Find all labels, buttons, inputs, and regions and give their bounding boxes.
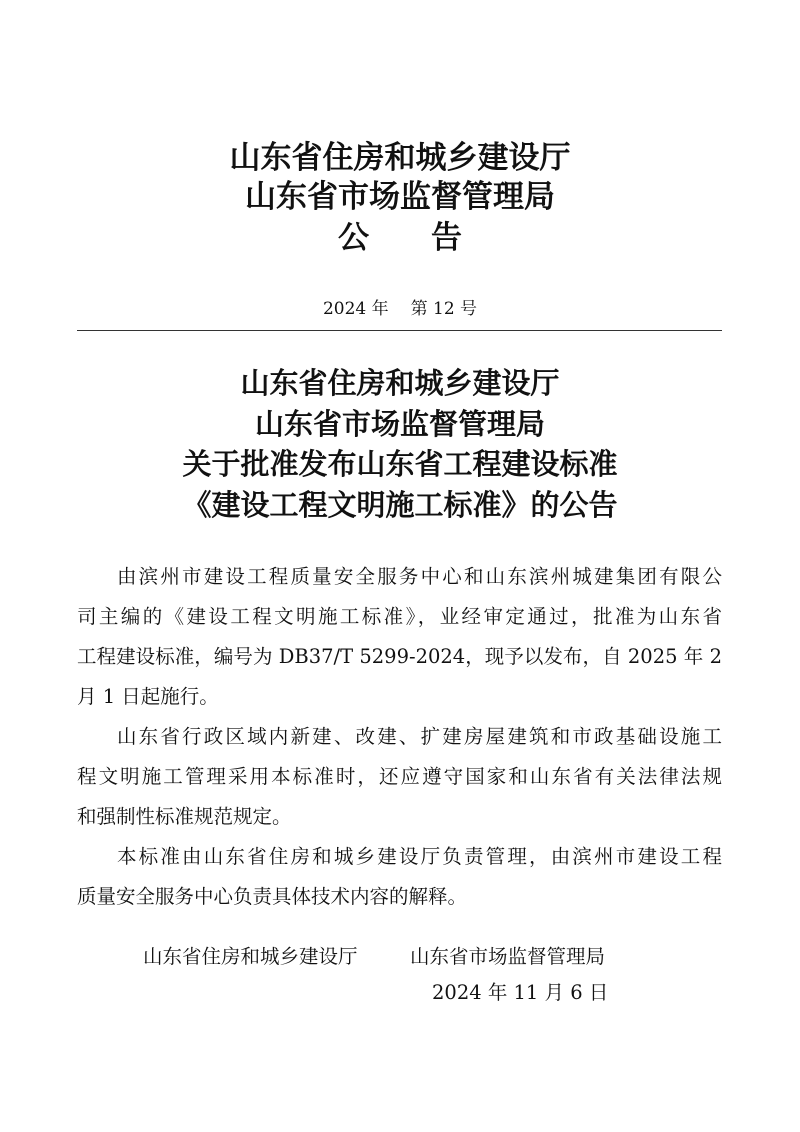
paragraph-3 (77, 837, 722, 917)
signature-issuer-2: 山东省市场监督管理局 (410, 945, 606, 968)
text-line: 由滨州市建设工程质量安全服务中心和山东滨州城建集团有限公 (117, 565, 722, 588)
doc-type-char-2: 告 (431, 220, 462, 256)
signature-issuer-1: 山东省住房和城乡建设厅 (143, 945, 358, 968)
issuer-heading-1: 山东省住房和城乡建设厅 (229, 140, 571, 176)
text-line: 司主编的《建设工程文明施工标准》，业经审定通过，批准为山东省 (77, 605, 722, 628)
title-line: 山东省住房和城乡建设厅 (240, 366, 560, 400)
doc-number (0, 298, 800, 320)
announcement-title (0, 363, 800, 525)
doc-serial: 第 12 号 (410, 299, 478, 319)
signature-date: 2024 年 11 月 6 日 (432, 981, 609, 1004)
text-line: 程文明施工管理采用本标准时，还应遵守国家和山东省有关法律法规 (77, 765, 722, 788)
text-line: 和强制性标准规范规定。 (77, 805, 292, 828)
paragraph-2 (77, 717, 722, 837)
text-line: 质量安全服务中心负责具体技术内容的解释。 (77, 885, 468, 908)
title-line: 关于批准发布山东省工程建设标准 (182, 447, 618, 481)
announcement-body (77, 557, 722, 917)
doc-type-heading (0, 218, 800, 258)
text-line: 月 1 日起施行。 (77, 685, 219, 708)
text-line: 本标准由山东省住房和城乡建设厅负责管理，由滨州市建设工程 (117, 845, 722, 868)
doc-type-char-1: 公 (338, 220, 369, 256)
issuer-heading-2: 山东省市场监督管理局 (245, 179, 555, 215)
header-divider (77, 330, 722, 331)
title-line: 《建设工程文明施工标准》的公告 (182, 487, 618, 522)
paragraph-1 (77, 557, 722, 717)
doc-year: 2024 年 (322, 299, 389, 319)
title-line: 山东省市场监督管理局 (254, 406, 545, 441)
text-line: 工程建设标准，编号为 DB37/T 5299-2024，现予以发布，自 2025 年 2 (77, 645, 722, 668)
text-line: 山东省行政区域内新建、改建、扩建房屋建筑和市政基础设施工 (117, 725, 722, 748)
